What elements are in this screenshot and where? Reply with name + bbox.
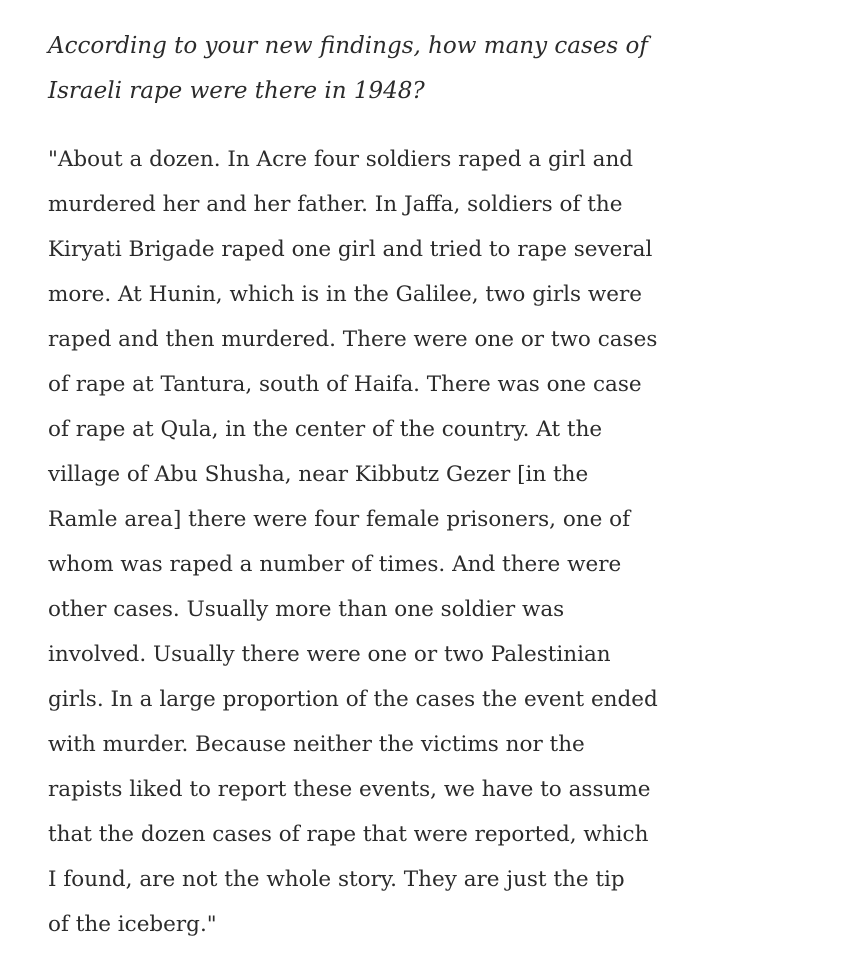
answer-line: "About a dozen. In Acre four soldiers raped a girl and [48,147,634,172]
answer-line: whom was raped a number of times. And there were [48,552,622,577]
answer-line: village of Abu Shusha, near Kibbutz Gezer [in the [48,462,589,487]
answer-line: girls. In a large proportion of the cases the event ended [48,687,658,712]
answer-line: murdered her and her father. In Jaffa, soldiers of the [48,192,623,217]
answer-line: raped and then murdered. There were one or two cases [48,327,658,352]
answer-line: that the dozen cases of rape that were reported, which [48,822,649,847]
interview-answer [48,137,658,947]
answer-line: involved. Usually there were one or two Palestinian [48,642,611,667]
article-excerpt [48,24,658,947]
question-line: Israeli rape were there in 1948? [48,78,425,104]
answer-line: of the iceberg." [48,912,217,937]
interview-question [48,24,658,114]
answer-line: other cases. Usually more than one soldier was [48,597,565,622]
answer-line: more. At Hunin, which is in the Galilee, two girls were [48,282,643,307]
answer-line: rapists liked to report these events, we have to assume [48,777,651,802]
answer-line: with murder. Because neither the victims nor the [48,732,585,757]
answer-line: I found, are not the whole story. They are just the tip [48,867,625,892]
answer-line: Kiryati Brigade raped one girl and tried to rape several [48,237,653,262]
answer-line: of rape at Tantura, south of Haifa. There was one case [48,372,642,397]
answer-line: Ramle area] there were four female prisoners, one of [48,507,631,532]
question-line: According to your new findings, how many cases of [48,33,648,59]
answer-line: of rape at Qula, in the center of the country. At the [48,417,603,442]
